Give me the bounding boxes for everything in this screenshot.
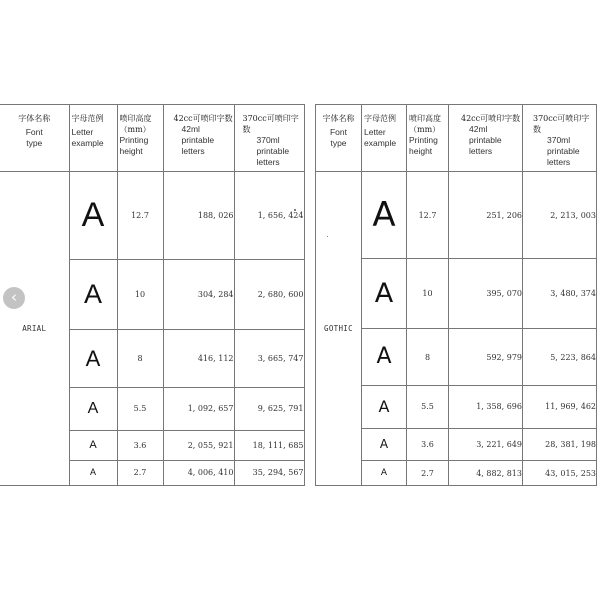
- header-370cc: [523, 105, 597, 172]
- height-cell: 2.7: [117, 460, 163, 485]
- header-font-name-en: Font type: [329, 127, 347, 148]
- ml42-cell: 188, 026: [163, 172, 234, 260]
- letter-sample: A: [374, 278, 394, 310]
- ml42-cell: 3, 221, 649: [449, 428, 523, 460]
- ml370-cell: 3, 665, 747: [234, 330, 304, 388]
- header-font-name: [0, 105, 69, 172]
- header-printing-height: [117, 105, 163, 172]
- height-cell: 5.5: [117, 388, 163, 431]
- height-cell: 8: [117, 330, 163, 388]
- speck-dot: [327, 236, 328, 237]
- height-cell: 2.7: [407, 461, 449, 486]
- arial-spec-table: [0, 104, 305, 486]
- ml370-cell: 2, 213, 003: [523, 172, 597, 259]
- height-cell: 8: [407, 328, 449, 385]
- ml42-cell: 1, 358, 696: [449, 386, 523, 428]
- header-42cc-zh: 42cc可喷印字数: [461, 114, 521, 123]
- gothic-rows: [316, 172, 597, 486]
- header-letter-example-en: Letter example: [71, 127, 104, 148]
- ml42-cell: 2, 055, 921: [163, 430, 234, 460]
- ml370-cell: 18, 111, 685: [234, 430, 304, 460]
- speck-dot: [294, 209, 296, 211]
- header-letter-example-zh: 字母范例: [364, 114, 396, 123]
- header-370cc-zh: 370cc可喷印字数: [242, 114, 299, 134]
- header-printing-height-en: Printing height: [409, 135, 438, 156]
- header-letter-example-zh: 字母范例: [71, 114, 104, 123]
- letter-sample: A: [85, 345, 101, 371]
- ml370-cell: 9, 625, 791: [234, 388, 304, 431]
- letter-example-cell: [69, 430, 117, 460]
- table-row: [316, 172, 597, 259]
- header-printing-height-zh: 喷印高度（mm）: [409, 114, 441, 134]
- header-370cc-en: 370ml printable letters: [256, 135, 290, 167]
- back-button[interactable]: [3, 287, 25, 309]
- header-row: [0, 105, 304, 172]
- height-cell: 12.7: [407, 172, 449, 259]
- letter-example-cell: [69, 388, 117, 431]
- header-letter-example: [69, 105, 117, 172]
- letter-sample: A: [81, 196, 105, 235]
- font-name-cell: ARIAL: [0, 172, 69, 486]
- height-cell: 12.7: [117, 172, 163, 260]
- font-name-cell: GOTHIC: [316, 172, 362, 486]
- arial-rows: [0, 172, 304, 486]
- ml370-cell: 28, 381, 198: [523, 428, 597, 460]
- header-letter-example: [362, 105, 407, 172]
- header-370cc-en: 370ml printable letters: [547, 135, 580, 167]
- letter-sample: A: [379, 437, 389, 452]
- letter-example-cell: [362, 259, 407, 329]
- letter-example-cell: [362, 386, 407, 428]
- header-42cc-zh: 42cc可喷印字数: [173, 114, 233, 123]
- letter-sample: A: [372, 195, 396, 236]
- ml370-cell: 5, 223, 864: [523, 328, 597, 385]
- height-cell: 10: [117, 259, 163, 329]
- letter-sample: A: [378, 396, 390, 416]
- gothic-spec-table: [315, 104, 597, 486]
- header-printing-height: [407, 105, 449, 172]
- letter-sample: A: [380, 467, 388, 478]
- ml370-cell: 11, 969, 462: [523, 386, 597, 428]
- chevron-left-icon: ‹: [11, 288, 17, 306]
- header-font-name-zh: 字体名称: [322, 114, 355, 123]
- header-370cc: [234, 105, 304, 172]
- header-42cc-en: 42ml printable letters: [181, 124, 215, 156]
- letter-example-cell: [69, 330, 117, 388]
- header-370cc-zh: 370cc可喷印字数: [533, 114, 590, 134]
- header-42cc-en: 42ml printable letters: [469, 124, 502, 156]
- ml370-cell: 1, 656, 424: [234, 172, 304, 260]
- ml42-cell: 1, 092, 657: [163, 388, 234, 431]
- header-printing-height-en: Printing height: [119, 135, 149, 156]
- header-font-name-en: Font type: [25, 127, 43, 148]
- ml42-cell: 4, 006, 410: [163, 460, 234, 485]
- letter-example-cell: [362, 428, 407, 460]
- header-row: [316, 105, 597, 172]
- letter-example-cell: [69, 172, 117, 260]
- header-printing-height-zh: 喷印高度（mm）: [119, 114, 152, 134]
- letter-sample: A: [89, 467, 96, 478]
- height-cell: 5.5: [407, 386, 449, 428]
- letter-sample: A: [89, 438, 97, 451]
- letter-sample: A: [87, 399, 99, 417]
- table-row: [0, 172, 304, 260]
- ml370-cell: 43, 015, 253: [523, 461, 597, 486]
- ml42-cell: 304, 284: [163, 259, 234, 329]
- ml370-cell: 35, 294, 567: [234, 460, 304, 485]
- header-letter-example-en: Letter example: [364, 127, 397, 148]
- letter-sample: A: [376, 344, 392, 370]
- header-font-name-zh: 字体名称: [18, 114, 51, 123]
- header-42cc: [449, 105, 523, 172]
- ml370-cell: 3, 480, 374: [523, 259, 597, 329]
- letter-example-cell: [362, 172, 407, 259]
- height-cell: 10: [407, 259, 449, 329]
- letter-example-cell: [69, 259, 117, 329]
- letter-example-cell: [362, 461, 407, 486]
- ml370-cell: 2, 680, 600: [234, 259, 304, 329]
- ml42-cell: 395, 070: [449, 259, 523, 329]
- letter-example-cell: [362, 328, 407, 385]
- letter-sample: A: [83, 279, 102, 310]
- ml42-cell: 4, 882, 813: [449, 461, 523, 486]
- height-cell: 3.6: [407, 428, 449, 460]
- height-cell: 3.6: [117, 430, 163, 460]
- ml42-cell: 592, 979: [449, 328, 523, 385]
- letter-example-cell: [69, 460, 117, 485]
- ml42-cell: 416, 112: [163, 330, 234, 388]
- header-font-name: [316, 105, 362, 172]
- ml42-cell: 251, 206: [449, 172, 523, 259]
- header-42cc: [163, 105, 234, 172]
